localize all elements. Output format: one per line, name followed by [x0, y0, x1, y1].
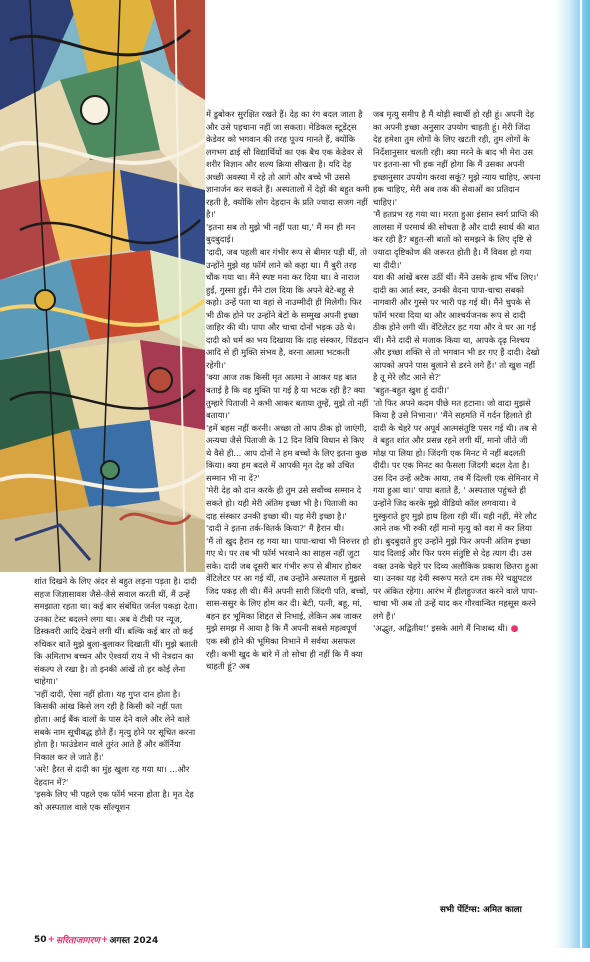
- folio-plus: +: [100, 934, 109, 945]
- paragraph: 'नहीं दादी, ऐसा नहीं होता। यह गुप्त दान होता है। किसकी आंख किसे लग रही है किसी को नहीं पता होता। आई बैंक वालों के पास देने वाले और लेने वाले सबके नाम सूचीबद्ध होते हैं। मृत्यु होने पर सूचित करना होता है। फाउंडेशन वाले तुरंत आते हैं और कॉर्निया निकाल कर ले जाते हैं।': [34, 688, 196, 762]
- closing-line: 'अद्भुत, अद्वितीय!' इसके आगे मैं निःशब्द थी।: [373, 623, 508, 634]
- paragraph: 'क्या आज तक किसी मृत आत्मा ने आकर यह बात बताई है कि वह मुक्ति पा गई है या भटक रही है? क्या तुम्हारे पिताजी ने कभी आकर बताया तुम्हें, मुझे तो नहीं बताया।': [206, 372, 369, 421]
- magazine-name: सरिताजागरण: [56, 936, 100, 946]
- paragraph: 'मेरी देह को दान करके ही तुम उसे सर्वोच्च सम्मान दे सकते हो। यही मेरी अंतिम इच्छा भी है। पिताजी का दाह संस्कार उनकी इच्छा थी। यह मेरी इच्छा है।': [206, 485, 362, 521]
- paragraph: 'अरे! हैरत से दादी का मुंह खुला रह गया था। ...और देहदान में?': [34, 764, 190, 787]
- page-number: 50: [34, 934, 47, 945]
- text-column-2: [206, 108, 370, 934]
- paragraph: शांत दिखने के लिए अंदर से बहुत लड़ना पड़ता है। दादी सहज जिज्ञासावश जैसे-जैसे सवाल करती थीं, मैं उन्हें समझाता रहता था। कई बार संबंधित जर्नल पकड़ा देता। उनका टेस्ट बदलने लगा था। अब वे टीवी पर न्यूज, डिस्कवरी आदि देखने लगी थीं। बल्कि कई बार तो कई रुचिकर बातें मुझे बुला-बुलाकर दिखाती थीं। मुझे बताती कि अमिताभ बच्चन और ऐश्वर्या राय ने भी नेत्रदान का संकल्प ले रखा है। तो इनकी आंखें तो हर कोई लेना चाहेगा।': [34, 576, 198, 687]
- paragraph: 'दादी, जब पहली बार गंभीर रूप से बीमार पड़ी थीं, तो उन्होंने मुझे वह फॉर्म लाने को कहा था। मैं बुरी तरह चौंक गया था। मैंने स्पष्ट मना कर दिया था। वे नाराज हुईं, गुस्सा हुईं। मैंने टाल दिया कि अपने बेटे-बहू से कहो। उन्हें पता था वहां से नाउम्मीदी ही मिलेगी। फिर भी ठीक होने पर उन्होंने बेटों के सम्मुख अपनी इच्छा जाहिर की थी। पापा और चाचा दोनों भड़क उठे थे। दादी को धर्म का भय दिखाया कि दाह संस्कार, पिंडदान आदि से ही मुक्ति संभव है, वरना आत्मा भटकती रहेगी।': [206, 247, 369, 370]
- paragraph: 'बहुत-बहुत खुश हूं दादी।': [373, 385, 450, 396]
- paragraph: 'दादी ने इतना तर्क-वितर्क किया?' मैं हैरान थी।: [206, 523, 345, 534]
- painting-credit: सभी पेंटिंग्स: अमित काला: [440, 905, 522, 915]
- paragraph: में डुबोकर सुरक्षित रखते हैं। देह का रंग बदल जाता है और उसे पहचाना नहीं जा सकता। मेडिकल स्टूडेंट्स केडेवर को भगवान की तरह पूज्य मानते हैं, क्योंकि लगभग ढाई सौ विद्यार्थियों का एक बैच एक केडेवर से शरीर विज्ञान और शल्य क्रिया सीखता है। यदि देह अच्छी अवस्था में रहे तो आगे और बच्चे भी उससे ज्ञानार्जन कर सकते हैं। अस्पतालों में देहों की बहुत कमी रहती है, क्योंकि लोग देहदान के प्रति ज्यादा सजग नहीं है।': [206, 109, 370, 220]
- paragraph: 'मैं तो खुद हैरान रह गया था। पापा-चाचा भी निरुत्तर हो गए थे। पर तब भी फॉर्म भरवाने का साहस नहीं जुटा सके। दादी जब दूसरी बार गंभीर रूप से बीमार होकर वेंटिलेटर पर आ गई थीं, तब उन्होंने अस्पताल में मुझसे जिद पकड़ ली थी। मैंने अपनी सारी जिंदगी पति, बच्चों, सास-ससुर के लिए होम कर दी। बेटी, पत्नी, बहू, मां, बहन हर भूमिका शिद्दत से निभाई, लेकिन अब जाकर मुझे समझ में आया है कि मैं अपनी सबसे महत्वपूर्ण एक स्त्री होने की भूमिका निभाने में सर्वथा असफल रही। कभी खुद के बारे में तो सोचा ही नहीं कि मैं क्या चाहती हूं? अब: [206, 535, 370, 672]
- abstract-painting: [0, 0, 205, 572]
- page-edge-strip: [554, 0, 590, 962]
- footer-band: [0, 948, 590, 962]
- folio-plus: +: [47, 934, 56, 945]
- paragraph: 'इसके लिए भी पहले एक फॉर्म भरना होता है। मृत देह को अस्पताल वाले एक सॉल्यूशन: [34, 789, 194, 812]
- end-mark-icon: ●: [510, 624, 519, 635]
- text-column-1: [34, 575, 200, 930]
- page-folio: [34, 933, 158, 946]
- paragraph: 'तो फिर अपने कदम पीछे मत हटाना। जो वादा मुझसे किया है उसे निभाना।' 'मैंने सहमति में गर्दन हिलाते ही दादी के चेहरे पर अपूर्व आत्मसंतुष्टि पसर गई थी। तब से वे बहुत शांत और प्रसन्न रहने लगी थीं, मानो जीते जी मोक्ष पा लिया हो। जिंदगी एक मिनट में नहीं बदलती दीदी। पर एक मिनट का फैसला जिंदगी बदल देता है। उस दिन उन्हें अटैक आया, तब मैं दिल्ली एक सेमिनार में गया हुआ था।' पापा बताते हैं, ' अस्पताल पहुंचते ही उन्होंने जिद करके मुझे वीडियो कॉल लगवाया। वे मुस्कुराते हुए मुझे हाथ हिला रही थीं। यही नहीं, मेरे लौट आने तक भी रुकी रहीं मानो मृत्यु को वश में कर लिया हो। बुदबुदाते हुए उन्होंने मुझे फिर अपनी अंतिम इच्छा याद दिलाई और फिर परम संतुष्टि से देह त्याग दी। उस वक्त उनके चेहरे पर दिव्य अलौकिक प्रकाश छितरा हुआ था। उनका यह देवी स्वरूप मरते दम तक मेरे चक्षुपटल पर अंकित रहेगा। आरंभ में हीलहुज्जत करने वाले पापा-चाचा भी अब तो उन्हें याद कर गौरवान्वित महसूस करने लगे हैं।': [373, 397, 539, 621]
- paragraph: 'मैं हतप्रभ रह गया था। मरता हुआ इंसान स्वर्ग प्राप्ति की लालसा में परमार्थ की सोचता है और दादी स्वार्थ की बात कर रही हैं? बहुत-सी बातों को समझने के लिए दृष्टि से ज्यादा दृष्टिकोण की जरूरत होती है। मैं विवश हो गया था दीदी।': [373, 209, 540, 270]
- paragraph-final: [373, 622, 541, 636]
- paragraph: 'हमें बहस नहीं करनी। अच्छा तो आप ठीक हो जाएंगी, अन्यथा जैसे पिताजी के 12 दिन विधि विधान से किए थे वैसे ही... आप दोनों ने हम बच्चों के लिए इतना कुछ किया। क्या हम बदले में आपकी मृत देह को उचित सम्मान भी ना दें?': [206, 422, 368, 483]
- issue-month: अगस्त 2024: [109, 936, 159, 946]
- text-column-3: [373, 108, 541, 934]
- paragraph: यश की आंखें बरस उठीं थीं। मैंने उसके हाथ भींच लिए।' दादी का आर्त स्वर, उनकी वेदना पापा-चाचा सबको नागवारी और गुस्से पर भारी पड़ गई थी। मैंने चुपके से फॉर्म भरवा दिया था और आश्चर्यजनक रूप से दादी ठीक होने लगी थीं। वेंटिलेटर हट गया और वे घर आ गई थीं। मैंने दादी से मजाक किया था, आपके दृढ़ निश्चय और इच्छा शक्ति से तो भगवान भी डर गए हैं दादी। देखो आपको अपने पास बुलाने से डरने लगे हैं।' तो खुश नहीं है तू मेरे लौट आने से?': [373, 272, 540, 383]
- paragraph: 'इतना सब तो मुझे भी नहीं पता था,' मैं मन ही मन बुदबुदाई।: [206, 221, 356, 245]
- paragraph: जब मृत्यु समीप है मैं थोड़ी स्वार्थी हो रही हूं। अपनी देह का अपनी इच्छा अनुसार उपयोग चाहती हूं। मेरी जिंदा देह हमेशा तुम लोगों के लिए खटती रही, तुम लोगों के निर्देशानुसार चलती रही। क्या मरने के बाद भी मेरा उस पर इतना-सा भी हक नहीं होगा कि मैं उसका अपनी इच्छानुसार उपयोग करवा सकूं? मुझे न्याय चाहिए, अपना हक चाहिए, मेरी अब तक की सेवाओं का प्रतिदान चाहिए।': [373, 109, 541, 207]
- painting-illustration: [0, 0, 205, 572]
